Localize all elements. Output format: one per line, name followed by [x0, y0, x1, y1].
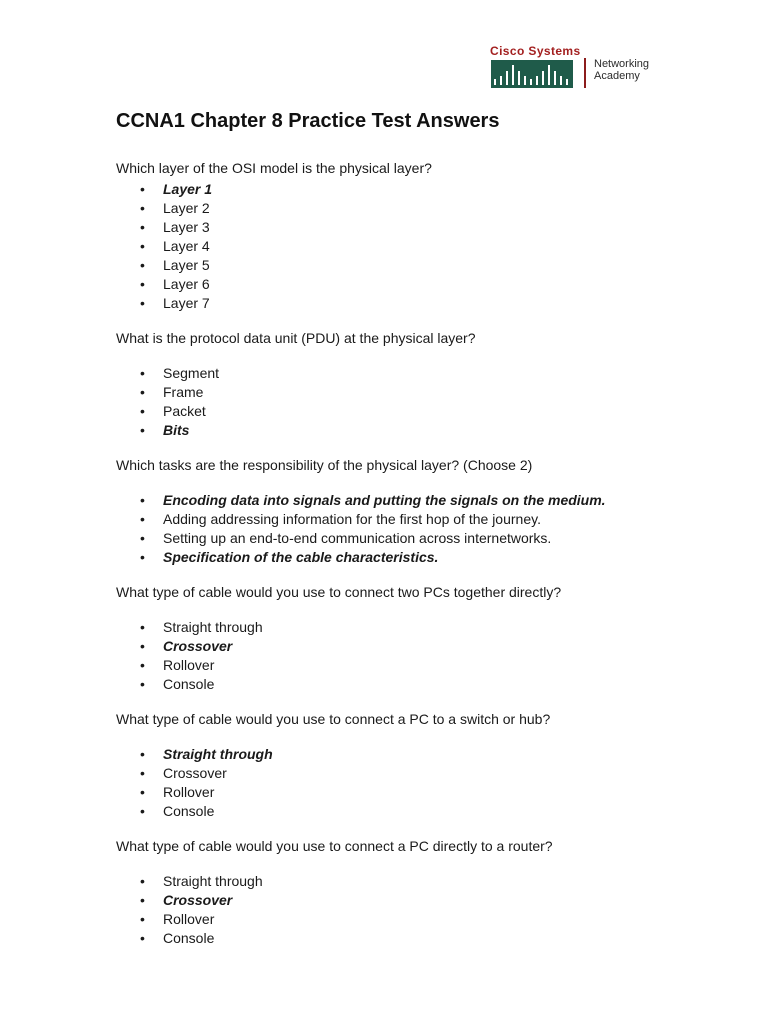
correct-answer-option	[140, 637, 676, 656]
logo-bar	[494, 79, 496, 85]
spacer	[116, 313, 676, 329]
bullet-icon: •	[140, 295, 145, 311]
bullet-icon: •	[140, 422, 145, 438]
logo-academy-line1: Networking	[594, 58, 650, 70]
spacer	[116, 602, 676, 618]
bullet-icon: •	[140, 403, 145, 419]
correct-answer-option	[140, 491, 676, 510]
option-list	[116, 491, 676, 567]
question-list	[116, 159, 676, 948]
question-block	[116, 456, 676, 583]
option-label: Segment	[163, 365, 220, 381]
answer-option	[140, 218, 676, 237]
bullet-icon: •	[140, 657, 145, 673]
bullet-icon: •	[140, 181, 145, 197]
correct-answer-option	[140, 180, 676, 199]
spacer	[116, 567, 676, 583]
spacer	[116, 440, 676, 456]
option-label: Crossover	[163, 765, 227, 781]
option-label: Layer 2	[163, 200, 210, 216]
logo-bar	[548, 65, 550, 85]
logo-brand-text: Cisco Systems	[490, 44, 581, 58]
logo-bar	[500, 76, 502, 85]
option-label: Console	[163, 930, 215, 946]
answer-option	[140, 910, 676, 929]
correct-answer-option	[140, 891, 676, 910]
logo-bar	[536, 76, 538, 85]
answer-option	[140, 294, 676, 313]
bullet-icon: •	[140, 530, 145, 546]
option-label: Straight through	[163, 746, 273, 762]
bullet-icon: •	[140, 276, 145, 292]
question-text: What type of cable would you use to connect a PC to a switch or hub?	[116, 711, 551, 727]
option-label: Layer 3	[163, 219, 210, 235]
bullet-icon: •	[140, 892, 145, 908]
option-list	[116, 364, 676, 440]
bullet-icon: •	[140, 746, 145, 762]
bullet-icon: •	[140, 676, 145, 692]
bullet-icon: •	[140, 384, 145, 400]
option-label: Straight through	[163, 619, 263, 635]
option-label: Layer 5	[163, 257, 210, 273]
logo-academy-text	[594, 58, 649, 82]
answer-option	[140, 675, 676, 694]
option-list	[116, 745, 676, 821]
option-label: Adding addressing information for the first hop of the journey.	[163, 511, 541, 527]
answer-option	[140, 656, 676, 675]
answer-option	[140, 275, 676, 294]
bullet-icon: •	[140, 619, 145, 635]
option-list	[116, 872, 676, 948]
option-label: Encoding data into signals and putting the signals on the medium.	[163, 492, 606, 508]
bullet-icon: •	[140, 803, 145, 819]
logo-bar	[512, 65, 514, 85]
bullet-icon: •	[140, 784, 145, 800]
option-label: Console	[163, 803, 215, 819]
question-block	[116, 159, 676, 329]
question-text: What is the protocol data unit (PDU) at the physical layer?	[116, 330, 476, 346]
option-label: Layer 6	[163, 276, 210, 292]
answer-option	[140, 237, 676, 256]
bullet-icon: •	[140, 257, 145, 273]
option-label: Setting up an end-to-end communication across internetworks.	[163, 530, 552, 546]
cisco-networking-academy-logo	[490, 44, 660, 92]
answer-option	[140, 764, 676, 783]
question-text: What type of cable would you use to connect two PCs together directly?	[116, 584, 562, 600]
logo-bar	[554, 71, 556, 85]
bullet-icon: •	[140, 930, 145, 946]
bullet-icon: •	[140, 200, 145, 216]
answer-option	[140, 802, 676, 821]
correct-answer-option	[140, 745, 676, 764]
answer-option	[140, 783, 676, 802]
answer-option	[140, 529, 676, 548]
question-block	[116, 710, 676, 837]
answer-option	[140, 929, 676, 948]
option-list	[116, 180, 676, 313]
page-title: CCNA1 Chapter 8 Practice Test Answers	[116, 110, 500, 132]
option-list	[116, 618, 676, 694]
bullet-icon: •	[140, 549, 145, 565]
spacer	[116, 856, 676, 872]
correct-answer-option	[140, 548, 676, 567]
logo-academy-line2: Academy	[594, 70, 640, 82]
option-label: Crossover	[163, 638, 233, 654]
logo-bar	[530, 79, 532, 85]
bullet-icon: •	[140, 365, 145, 381]
spacer	[116, 348, 676, 364]
question-text: Which layer of the OSI model is the physical layer?	[116, 160, 432, 176]
answer-option	[140, 256, 676, 275]
option-label: Layer 7	[163, 295, 210, 311]
question-block	[116, 837, 676, 948]
bullet-icon: •	[140, 219, 145, 235]
document-body	[116, 108, 676, 948]
logo-bar	[560, 76, 562, 85]
answer-option	[140, 402, 676, 421]
logo-bar	[518, 71, 520, 85]
option-label: Packet	[163, 403, 206, 419]
question-text: What type of cable would you use to connect a PC directly to a router?	[116, 838, 553, 854]
option-label: Bits	[163, 422, 190, 438]
spacer	[116, 821, 676, 837]
answer-option	[140, 510, 676, 529]
logo-divider	[584, 58, 586, 88]
answer-option	[140, 364, 676, 383]
answer-option	[140, 618, 676, 637]
logo-bar	[506, 71, 508, 85]
spacer	[116, 729, 676, 745]
bullet-icon: •	[140, 511, 145, 527]
bullet-icon: •	[140, 492, 145, 508]
question-text: Which tasks are the responsibility of the physical layer? (Choose 2)	[116, 457, 533, 473]
question-block	[116, 329, 676, 456]
answer-option	[140, 872, 676, 891]
cisco-bridge-bars-icon	[491, 60, 573, 88]
bullet-icon: •	[140, 765, 145, 781]
correct-answer-option	[140, 421, 676, 440]
option-label: Crossover	[163, 892, 233, 908]
answer-option	[140, 383, 676, 402]
option-label: Rollover	[163, 784, 215, 800]
option-label: Rollover	[163, 657, 215, 673]
option-label: Specification of the cable characteristics.	[163, 549, 439, 565]
bullet-icon: •	[140, 238, 145, 254]
bullet-icon: •	[140, 638, 145, 654]
logo-bar	[566, 79, 568, 85]
option-label: Layer 1	[163, 181, 213, 197]
bullet-icon: •	[140, 911, 145, 927]
logo-bar	[524, 76, 526, 85]
logo-bar	[542, 71, 544, 85]
option-label: Layer 4	[163, 238, 210, 254]
bullet-icon: •	[140, 873, 145, 889]
cisco-bars-graphic	[491, 60, 573, 88]
question-block	[116, 583, 676, 710]
spacer	[116, 694, 676, 710]
option-label: Frame	[163, 384, 204, 400]
option-label: Straight through	[163, 873, 263, 889]
option-label: Rollover	[163, 911, 215, 927]
answer-option	[140, 199, 676, 218]
option-label: Console	[163, 676, 215, 692]
spacer	[116, 475, 676, 491]
